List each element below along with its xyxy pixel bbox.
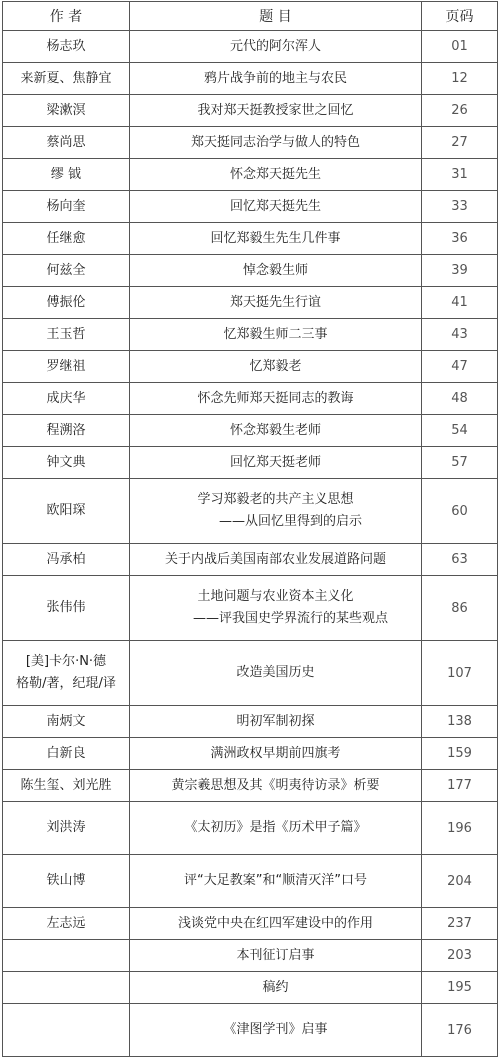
page-number: 47 bbox=[422, 351, 498, 383]
title-text: 《太初历》是指《历术甲子篇》 bbox=[184, 820, 367, 835]
table-row bbox=[3, 447, 498, 479]
author-cell bbox=[3, 770, 130, 802]
title-text: 本刊征订启事 bbox=[236, 947, 315, 963]
title-text: 怀念先师郑天挺同志的教诲 bbox=[197, 390, 354, 406]
page-number: 63 bbox=[422, 544, 498, 576]
title-cell bbox=[130, 940, 422, 972]
title-text: 黄宗羲思想及其《明夷待访录》析要 bbox=[171, 777, 380, 793]
title-cell bbox=[130, 908, 422, 940]
table-body bbox=[3, 31, 498, 1057]
title-cell bbox=[130, 1004, 422, 1057]
table-row bbox=[3, 972, 498, 1004]
author-cell bbox=[3, 972, 130, 1004]
author-cell bbox=[3, 802, 130, 855]
table-row bbox=[3, 706, 498, 738]
author-text: 钟文典 bbox=[46, 454, 86, 470]
title-text: 稿约 bbox=[262, 979, 289, 995]
author-cell bbox=[3, 447, 130, 479]
header-row bbox=[3, 2, 498, 31]
title-text: 元代的阿尔浑人 bbox=[229, 38, 321, 54]
author-text: 冯承柏 bbox=[46, 551, 86, 567]
header-page: 页码 bbox=[422, 2, 498, 31]
table-row bbox=[3, 802, 498, 855]
title-text: 回忆郑天挺老师 bbox=[229, 454, 321, 470]
page-number: 41 bbox=[422, 287, 498, 319]
author-cell bbox=[3, 95, 130, 127]
title-cell bbox=[130, 63, 422, 95]
author-cell bbox=[3, 908, 130, 940]
table-row bbox=[3, 383, 498, 415]
author-cell bbox=[3, 706, 130, 738]
title-text: 郑天挺同志治学与做人的特色 bbox=[190, 134, 360, 150]
page-number: 203 bbox=[422, 940, 498, 972]
author-cell bbox=[3, 319, 130, 351]
title-cell bbox=[130, 159, 422, 191]
title-text: 怀念郑毅生老师 bbox=[229, 422, 321, 438]
author-text: 王玉哲 bbox=[46, 326, 86, 342]
title-cell bbox=[130, 287, 422, 319]
author-cell bbox=[3, 940, 130, 972]
page-number: 204 bbox=[422, 855, 498, 908]
table-row bbox=[3, 770, 498, 802]
page-number: 159 bbox=[422, 738, 498, 770]
page-number: 176 bbox=[422, 1004, 498, 1057]
author-cell bbox=[3, 191, 130, 223]
author-cell bbox=[3, 63, 130, 95]
title-text: 悼念毅生师 bbox=[242, 262, 308, 278]
title-cell bbox=[130, 479, 422, 544]
title-text: 郑天挺先生行谊 bbox=[229, 294, 321, 310]
table-row bbox=[3, 940, 498, 972]
author-cell bbox=[3, 1004, 130, 1057]
page-number: 86 bbox=[422, 576, 498, 641]
title-text: 怀念郑天挺先生 bbox=[229, 166, 321, 182]
table-row bbox=[3, 287, 498, 319]
author-cell bbox=[3, 415, 130, 447]
title-text: 我对郑天挺教授家世之回忆 bbox=[197, 102, 354, 118]
title-text: 土地问题与农业资本主义化 bbox=[197, 589, 354, 604]
author-text: [美]卡尔·N·德 bbox=[25, 654, 107, 669]
title-cell bbox=[130, 127, 422, 159]
page-number: 01 bbox=[422, 31, 498, 63]
title-text: 关于内战后美国南部农业发展道路问题 bbox=[164, 551, 386, 567]
table-row bbox=[3, 127, 498, 159]
author-text: 程溯洛 bbox=[46, 422, 86, 438]
title-cell bbox=[130, 351, 422, 383]
author-cell bbox=[3, 544, 130, 576]
author-cell bbox=[3, 223, 130, 255]
author-text: 来新夏、焦静宜 bbox=[20, 70, 112, 86]
title-cell bbox=[130, 255, 422, 287]
title-text: 学习郑毅老的共产主义思想 bbox=[197, 492, 354, 507]
header-title: 题 目 bbox=[130, 2, 422, 31]
table-row bbox=[3, 159, 498, 191]
subtitle-text: ——从回忆里得到的启示 bbox=[218, 514, 362, 529]
author-text: 欧阳琛 bbox=[46, 503, 86, 518]
table-row bbox=[3, 415, 498, 447]
title-text: 满洲政权早期前四旗考 bbox=[210, 745, 341, 761]
title-cell bbox=[130, 95, 422, 127]
title-cell bbox=[130, 319, 422, 351]
page-number: 237 bbox=[422, 908, 498, 940]
author-text: 杨向奎 bbox=[46, 198, 86, 214]
author-text: 刘洪涛 bbox=[46, 820, 86, 835]
author-text: 何兹全 bbox=[46, 262, 86, 278]
table-row bbox=[3, 1004, 498, 1057]
table-row bbox=[3, 223, 498, 255]
table-row bbox=[3, 738, 498, 770]
page-number: 57 bbox=[422, 447, 498, 479]
author-text: 梁漱溟 bbox=[46, 102, 86, 118]
table-row bbox=[3, 641, 498, 706]
page-number: 60 bbox=[422, 479, 498, 544]
page-number: 138 bbox=[422, 706, 498, 738]
page-number: 107 bbox=[422, 641, 498, 706]
title-cell bbox=[130, 447, 422, 479]
page-number: 195 bbox=[422, 972, 498, 1004]
table-row bbox=[3, 63, 498, 95]
table-row bbox=[3, 855, 498, 908]
author-text: 白新良 bbox=[46, 745, 86, 761]
author-text: 傅振伦 bbox=[46, 294, 86, 310]
table-row bbox=[3, 576, 498, 641]
table-row bbox=[3, 319, 498, 351]
author-text: 左志远 bbox=[46, 915, 86, 931]
table-row bbox=[3, 544, 498, 576]
page-number: 36 bbox=[422, 223, 498, 255]
header-author: 作 者 bbox=[3, 2, 130, 31]
title-text: 回忆郑毅生先生几件事 bbox=[210, 230, 341, 246]
table-of-contents bbox=[2, 1, 498, 1057]
page-number: 31 bbox=[422, 159, 498, 191]
table-row bbox=[3, 479, 498, 544]
page-number: 39 bbox=[422, 255, 498, 287]
title-cell bbox=[130, 802, 422, 855]
table-row bbox=[3, 191, 498, 223]
author-text: 任继愈 bbox=[46, 230, 86, 246]
title-text: 忆郑毅老 bbox=[249, 358, 302, 374]
title-text: 忆郑毅生师二三事 bbox=[223, 326, 328, 342]
page-number: 54 bbox=[422, 415, 498, 447]
title-text: 明初军制初探 bbox=[236, 713, 315, 729]
title-cell bbox=[130, 31, 422, 63]
title-cell bbox=[130, 415, 422, 447]
author-text: 南炳文 bbox=[46, 713, 86, 729]
author-text: 杨志玖 bbox=[46, 38, 86, 54]
subtitle-text: ——评我国史学界流行的某些观点 bbox=[192, 611, 388, 626]
title-cell bbox=[130, 706, 422, 738]
author-text: 罗继祖 bbox=[46, 358, 86, 374]
author-text: 陈生玺、刘光胜 bbox=[20, 777, 112, 793]
title-text: 《津图学刊》启事 bbox=[223, 1022, 328, 1037]
table-row bbox=[3, 95, 498, 127]
title-text: 回忆郑天挺先生 bbox=[229, 198, 321, 214]
author-cell bbox=[3, 479, 130, 544]
title-cell bbox=[130, 191, 422, 223]
title-text: 评“大足教案”和“顺清灭洋”口号 bbox=[184, 873, 367, 888]
title-cell bbox=[130, 770, 422, 802]
author-text: 蔡尚思 bbox=[46, 134, 86, 150]
title-cell bbox=[130, 576, 422, 641]
author-cell bbox=[3, 383, 130, 415]
author-text: 成庆华 bbox=[46, 390, 86, 406]
page-number: 27 bbox=[422, 127, 498, 159]
page-number: 12 bbox=[422, 63, 498, 95]
title-cell bbox=[130, 855, 422, 908]
page-number: 177 bbox=[422, 770, 498, 802]
page-number: 43 bbox=[422, 319, 498, 351]
author-cell bbox=[3, 31, 130, 63]
author-cell bbox=[3, 287, 130, 319]
table-row bbox=[3, 351, 498, 383]
title-cell bbox=[130, 972, 422, 1004]
author-text: 张伟伟 bbox=[46, 600, 86, 615]
author-cell bbox=[3, 351, 130, 383]
title-cell bbox=[130, 641, 422, 706]
title-cell bbox=[130, 383, 422, 415]
page-number: 26 bbox=[422, 95, 498, 127]
table-row bbox=[3, 31, 498, 63]
table-row bbox=[3, 255, 498, 287]
author-cell bbox=[3, 738, 130, 770]
page-number: 33 bbox=[422, 191, 498, 223]
author-cell bbox=[3, 159, 130, 191]
author-cell bbox=[3, 576, 130, 641]
title-cell bbox=[130, 738, 422, 770]
author-text: 缪 钺 bbox=[50, 166, 82, 182]
title-text: 鸦片战争前的地主与农民 bbox=[203, 70, 347, 86]
page-number: 48 bbox=[422, 383, 498, 415]
author-text: 格勒/著，纪琨/译 bbox=[16, 676, 116, 691]
author-cell bbox=[3, 855, 130, 908]
title-cell bbox=[130, 544, 422, 576]
table-row bbox=[3, 908, 498, 940]
title-text: 改造美国历史 bbox=[236, 665, 315, 680]
author-text: 铁山博 bbox=[46, 873, 86, 888]
author-cell bbox=[3, 127, 130, 159]
author-cell bbox=[3, 255, 130, 287]
author-cell bbox=[3, 641, 130, 706]
page-number: 196 bbox=[422, 802, 498, 855]
title-cell bbox=[130, 223, 422, 255]
title-text: 浅谈党中央在红四军建设中的作用 bbox=[177, 915, 373, 931]
